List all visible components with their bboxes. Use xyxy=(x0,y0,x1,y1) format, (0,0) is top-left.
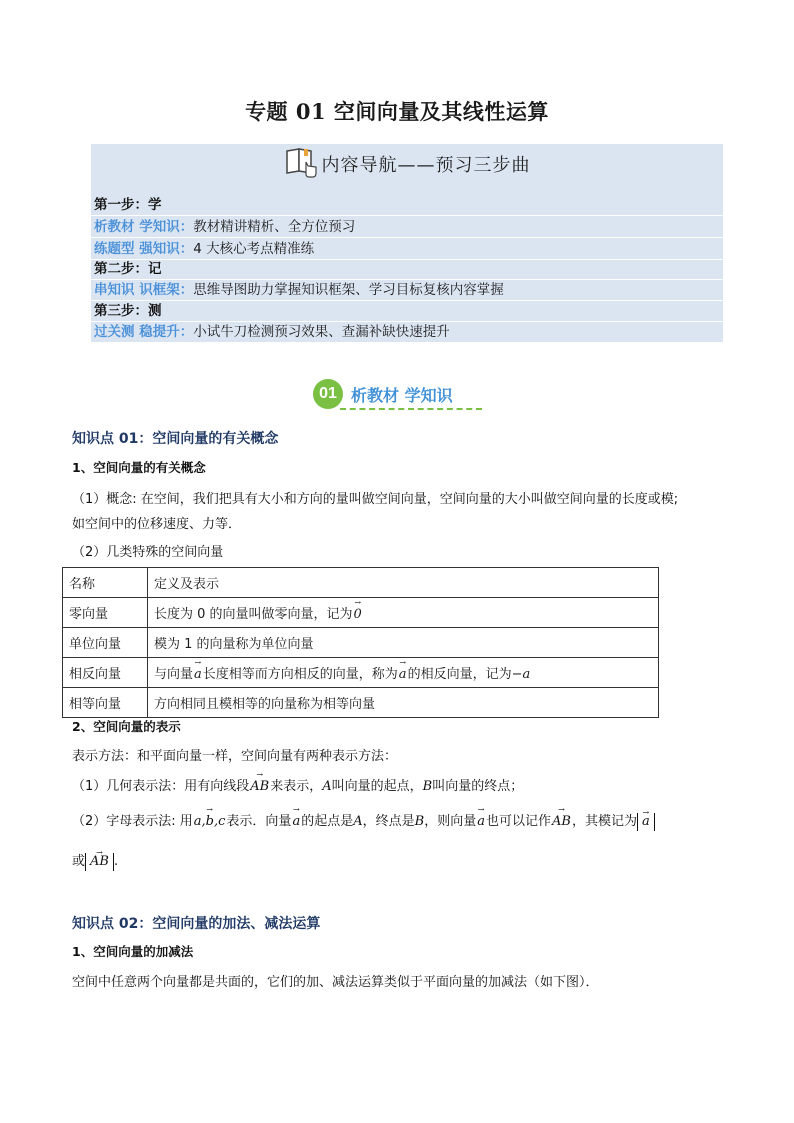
book-icon xyxy=(284,146,318,182)
text: 来表示， xyxy=(270,779,323,794)
definition-text: 与向量 xyxy=(154,667,194,682)
letter-representation-line2 xyxy=(72,850,118,871)
vectors-abc-symbol: → a,b,c xyxy=(193,814,227,829)
vector-ab-symbol: → AB xyxy=(249,779,270,794)
text: 或 xyxy=(72,854,86,869)
vector-a-modulus: → a xyxy=(641,813,651,831)
geometric-representation xyxy=(72,775,523,794)
kp2-title: 知识点 02：空间向量的加法、减法运算 xyxy=(72,916,321,932)
letter-representation xyxy=(72,810,655,831)
guide-row-key: 过关测 稳提升： xyxy=(94,324,194,340)
point-b: B xyxy=(422,779,433,794)
vector-a-symbol: → a xyxy=(291,814,301,829)
guide-row-key: 析教材 学知识： xyxy=(94,219,194,235)
table-header-cell: 名称 xyxy=(63,568,148,598)
kp1-subheading-2: 2、空间向量的表示 xyxy=(72,719,181,734)
guide-row xyxy=(91,322,723,343)
text: 表示．向量 xyxy=(226,814,292,829)
kp2-subheading-1: 1、空间向量的加减法 xyxy=(72,944,194,959)
vector-a-symbol: → a xyxy=(476,814,486,829)
vector-ab-modulus: → AB xyxy=(89,853,110,871)
text: ，终点是 xyxy=(362,814,415,829)
negative-vector-symbol: −a xyxy=(511,667,531,682)
table-row xyxy=(63,688,659,718)
guide-heading: 内容导航——预习三步曲 xyxy=(321,155,531,176)
guide-row-text: 小试牛刀检测预习效果、查漏补缺快速提升 xyxy=(193,324,450,340)
guide-row xyxy=(91,217,723,238)
table-header-row xyxy=(63,568,659,598)
kp1-concept-line1: （1）概念: 在空间，我们把具有大小和方向的量叫做空间向量，空间向量的大小叫做空间向量的长度或模; xyxy=(72,492,679,507)
section-badge xyxy=(313,378,453,410)
section-number: 01 xyxy=(313,379,343,409)
table-cell-name: 单位向量 xyxy=(63,628,148,658)
definition-text: 长度相等而方向相反的向量，称为 xyxy=(202,667,398,682)
guide-step-heading xyxy=(91,259,723,280)
text: 叫向量的终点； xyxy=(432,779,524,794)
guide-row-text: 4 大核心考点精准练 xyxy=(193,241,315,257)
point-a: A xyxy=(353,814,363,829)
guide-row-key: 串知识 识框架： xyxy=(94,282,194,298)
guide-row-text: 教材精讲精析、全方位预习 xyxy=(193,219,356,235)
guide-row-text: 第三步：测 xyxy=(94,303,162,319)
kp1-special-vectors-intro: （2）几类特殊的空间向量 xyxy=(72,545,224,560)
vector-a-symbol: → a xyxy=(193,667,203,682)
table-cell-definition: 模为 1 的向量称为单位向量 xyxy=(148,628,659,658)
kp1-title: 知识点 01：空间向量的有关概念 xyxy=(72,431,279,447)
text: ，则向量 xyxy=(424,814,477,829)
page-title: 专题 01 空间向量及其线性运算 xyxy=(245,99,549,124)
text: 也可以记作 xyxy=(485,814,551,829)
table-cell-name: 零向量 xyxy=(63,598,148,628)
guide-row-text: 第一步：学 xyxy=(94,197,162,213)
table-row xyxy=(63,598,659,628)
table-cell-name: 相等向量 xyxy=(63,688,148,718)
text: （1）几何表示法：用有向线段 xyxy=(72,779,250,794)
kp1-subheading-1: 1、空间向量的有关概念 xyxy=(72,460,206,475)
section-label: 析教材 学知识 xyxy=(351,385,453,405)
kp2-paragraph: 空间中任意两个向量都是共面的，它们的加、减法运算类似于平面向量的加减法（如下图）． xyxy=(72,975,599,990)
table-cell-definition xyxy=(148,658,659,688)
guide-row xyxy=(91,239,723,260)
guide-step-heading xyxy=(91,301,723,322)
text: ，其模记为 xyxy=(571,814,637,829)
definition-text: 的相反向量，记为 xyxy=(407,667,512,682)
table-row xyxy=(63,658,659,688)
text: （2）字母表示法: 用 xyxy=(72,814,193,829)
section-underline xyxy=(340,408,482,410)
guide-row-key: 练题型 强知识： xyxy=(94,241,194,257)
point-b: B xyxy=(414,814,425,829)
text: 叫向量的起点， xyxy=(331,779,423,794)
representation-intro: 表示方法：和平面向量一样，空间向量有两种表示方法： xyxy=(72,749,398,764)
text: 的起点是 xyxy=(301,814,354,829)
content-guide-box xyxy=(91,144,723,342)
kp1-concept-line2: 如空间中的位移速度、力等． xyxy=(72,517,242,532)
guide-row-text: 思维导图助力掌握知识框架、学习目标复核内容掌握 xyxy=(193,282,504,298)
vector-ab-symbol: → AB xyxy=(551,814,572,829)
guide-step-heading xyxy=(91,195,723,216)
guide-row xyxy=(91,280,723,301)
table-cell-name: 相反向量 xyxy=(63,658,148,688)
vector-a-symbol: → a xyxy=(398,667,408,682)
definition-text: 长度为 0 的向量叫做零向量，记为 xyxy=(154,607,353,622)
table-cell-definition: 方向相同且模相等的向量称为相等向量 xyxy=(148,688,659,718)
point-a: A xyxy=(322,779,332,794)
guide-row-text: 第二步：记 xyxy=(94,261,162,277)
table-header-cell: 定义及表示 xyxy=(148,568,659,598)
table-row xyxy=(63,628,659,658)
text: . xyxy=(113,854,119,869)
table-cell-definition xyxy=(148,598,659,628)
zero-vector-symbol: → 0 xyxy=(353,607,363,622)
special-vectors-table xyxy=(62,567,659,718)
guide-header xyxy=(91,146,723,182)
